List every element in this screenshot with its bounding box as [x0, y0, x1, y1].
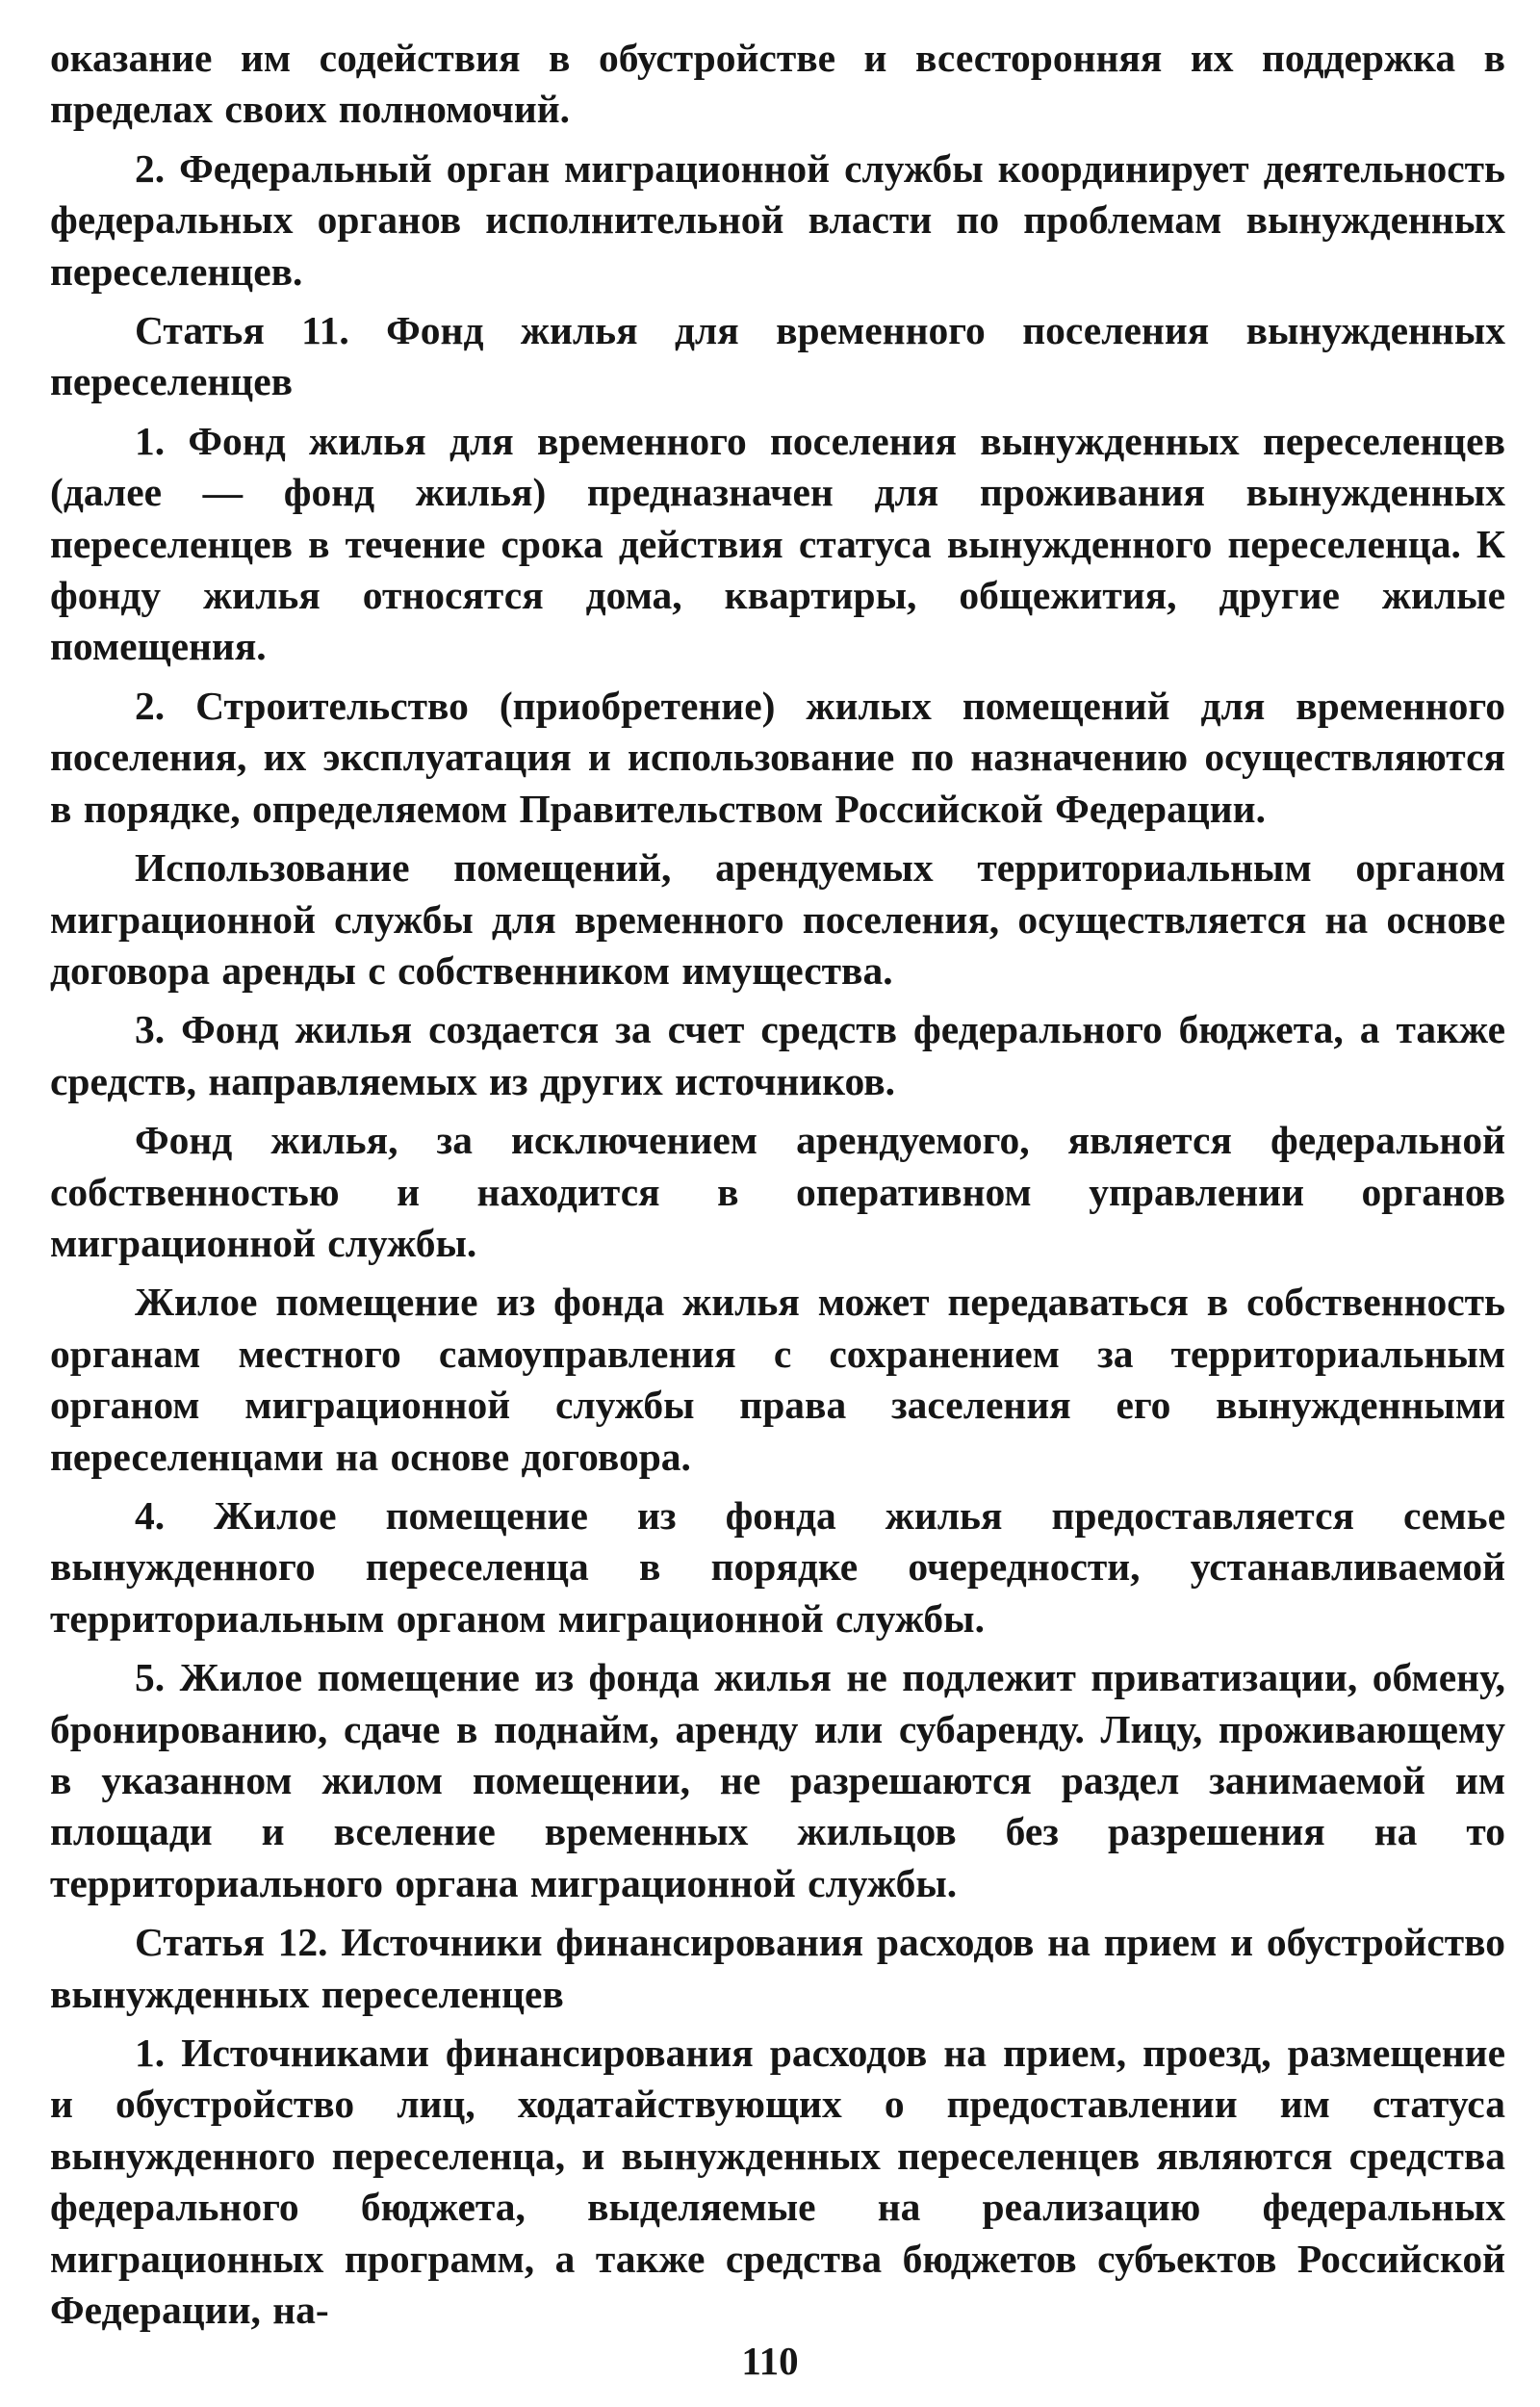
article-11-heading: Статья 11. Фонд жилья для временного поселения вынужденных переселенцев [50, 308, 1505, 404]
paragraph-article11-item3: 3. Фонд жилья создается за счет средств федерального бюджета, а также средств, направляемых из других источников. [50, 1007, 1505, 1103]
paragraph-continuation: оказание им содействия в обустройстве и всесторонняя их поддержка в пределах своих полномочий. [50, 36, 1505, 132]
paragraph-article11-item4: 4. Жилое помещение из фонда жилья предоставляется семье вынужденного переселенца в порядке очередности, устанавливаемой территориальным органом миграционной службы. [50, 1492, 1505, 1641]
paragraph-article11-item5: 5. Жилое помещение из фонда жилья не подлежит приватизации, обмену, бронированию, сдаче в поднайм, аренду или субаренду. Лицу, проживающему в указанном жилом помещении, не разрешаются раздел занимаемой им площади и вселение временных жильцов без разрешения на то территориального органа миграционной службы. [50, 1655, 1505, 1905]
paragraph-article11-item2-part2: Использование помещений, арендуемых территориальным органом миграционной службы для временного поселения, осуществляется на основе договора аренды с собственником имущества. [50, 845, 1505, 993]
paragraph-article11-item1: 1. Фонд жилья для временного поселения вынужденных переселенцев (далее — фонд жилья) предназначен для проживания вынужденных переселенцев в течение срока действия статуса вынужденного переселенца. К фонду жилья относятся дома, квартиры, общежития, другие жилые помещения. [50, 418, 1505, 669]
article-12-heading: Статья 12. Источники финансирования расходов на прием и обустройство вынужденных переселенцев [50, 1920, 1505, 2016]
paragraph-article10-item2: 2. Федеральный орган миграционной службы координирует деятельность федеральных органов исполнительной власти по проблемам вынужденных переселенцев. [50, 145, 1505, 294]
paragraph-article11-item2: 2. Строительство (приобретение) жилых помещений для временного поселения, их эксплуатация и использование по назначению осуществляются в порядке, определяемом Правительством Российской Федерации. [50, 683, 1505, 831]
document-page [50, 33, 1505, 2363]
paragraph-article11-item3-part2: Фонд жилья, за исключением арендуемого, является федеральной собственностью и находится в оперативном управлении органов миграционной службы. [50, 1118, 1505, 1265]
page-number: 110 [741, 2339, 799, 2383]
paragraph-article11-item3-part3: Жилое помещение из фонда жилья может передаваться в собственность органам местного самоуправления с сохранением за территориальным органом миграционной службы права заселения его вынужденными переселенцами на основе договора. [50, 1280, 1505, 1479]
paragraph-article12-item1: 1. Источниками финансирования расходов на прием, проезд, размещение и обустройство лиц, ходатайствующих о предоставлении им статуса вынужденного переселенца, и вынужденных переселенцев являются средства федерального бюджета, выделяемые на реализацию федеральных миграционных программ, а также средства бюджетов субъектов Российской Федерации, на- [50, 2031, 1505, 2333]
